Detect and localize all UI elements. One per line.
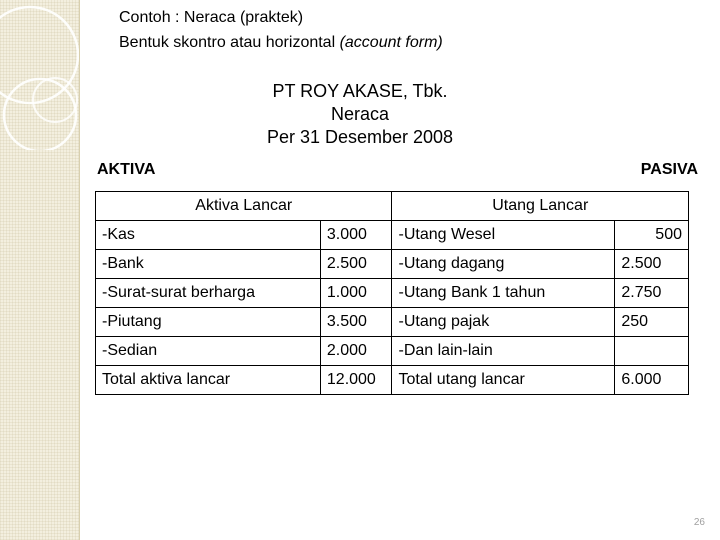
asset-amount: 3.500 <box>320 308 392 337</box>
liability-amount: 2.750 <box>615 279 689 308</box>
liability-amount <box>615 337 689 366</box>
table-row <box>96 250 689 279</box>
statement-title <box>120 80 600 149</box>
slide-header-line-1: Contoh : Neraca (praktek) <box>119 9 304 26</box>
asset-item: -Surat-surat berharga <box>96 279 321 308</box>
asset-item: -Bank <box>96 250 321 279</box>
decorative-circles <box>0 0 110 150</box>
table-row <box>96 308 689 337</box>
asset-amount: 12.000 <box>320 366 392 395</box>
header-line-2-text: Bentuk skontro atau horizontal <box>119 34 340 51</box>
utang-lancar-header: Utang Lancar <box>392 192 689 221</box>
asset-item: -Piutang <box>96 308 321 337</box>
statement-name: Neraca <box>330 104 390 124</box>
liability-item: -Dan lain-lain <box>392 337 615 366</box>
liability-item: -Utang pajak <box>392 308 615 337</box>
liability-amount: 500 <box>615 221 689 250</box>
table-row <box>96 366 689 395</box>
table-row <box>96 279 689 308</box>
aktiva-lancar-header: Aktiva Lancar <box>96 192 392 221</box>
statement-period: Per 31 Desember 2008 <box>266 127 454 147</box>
asset-amount: 1.000 <box>320 279 392 308</box>
liability-item: -Utang dagang <box>392 250 615 279</box>
aktiva-heading: AKTIVA <box>97 161 156 178</box>
header-line-2-italic: (account form) <box>339 34 443 51</box>
asset-amount: 3.000 <box>320 221 392 250</box>
company-name: PT ROY AKASE, Tbk. <box>272 81 448 101</box>
asset-item: -Kas <box>96 221 321 250</box>
liability-amount: 6.000 <box>615 366 689 395</box>
side-divider <box>79 0 80 540</box>
table-row <box>96 221 689 250</box>
pasiva-heading: PASIVA <box>640 161 698 178</box>
table-row <box>96 337 689 366</box>
liability-item: -Utang Wesel <box>392 221 615 250</box>
asset-item: Total aktiva lancar <box>96 366 321 395</box>
asset-amount: 2.500 <box>320 250 392 279</box>
liability-amount: 2.500 <box>615 250 689 279</box>
table-header-row <box>96 192 689 221</box>
asset-item: -Sedian <box>96 337 321 366</box>
liability-item: Total utang lancar <box>392 366 615 395</box>
balance-sheet-table <box>95 191 689 395</box>
page-number: 26 <box>693 517 705 528</box>
asset-amount: 2.000 <box>320 337 392 366</box>
slide-header-line-2 <box>119 33 443 53</box>
liability-item: -Utang Bank 1 tahun <box>392 279 615 308</box>
liability-amount: 250 <box>615 308 689 337</box>
